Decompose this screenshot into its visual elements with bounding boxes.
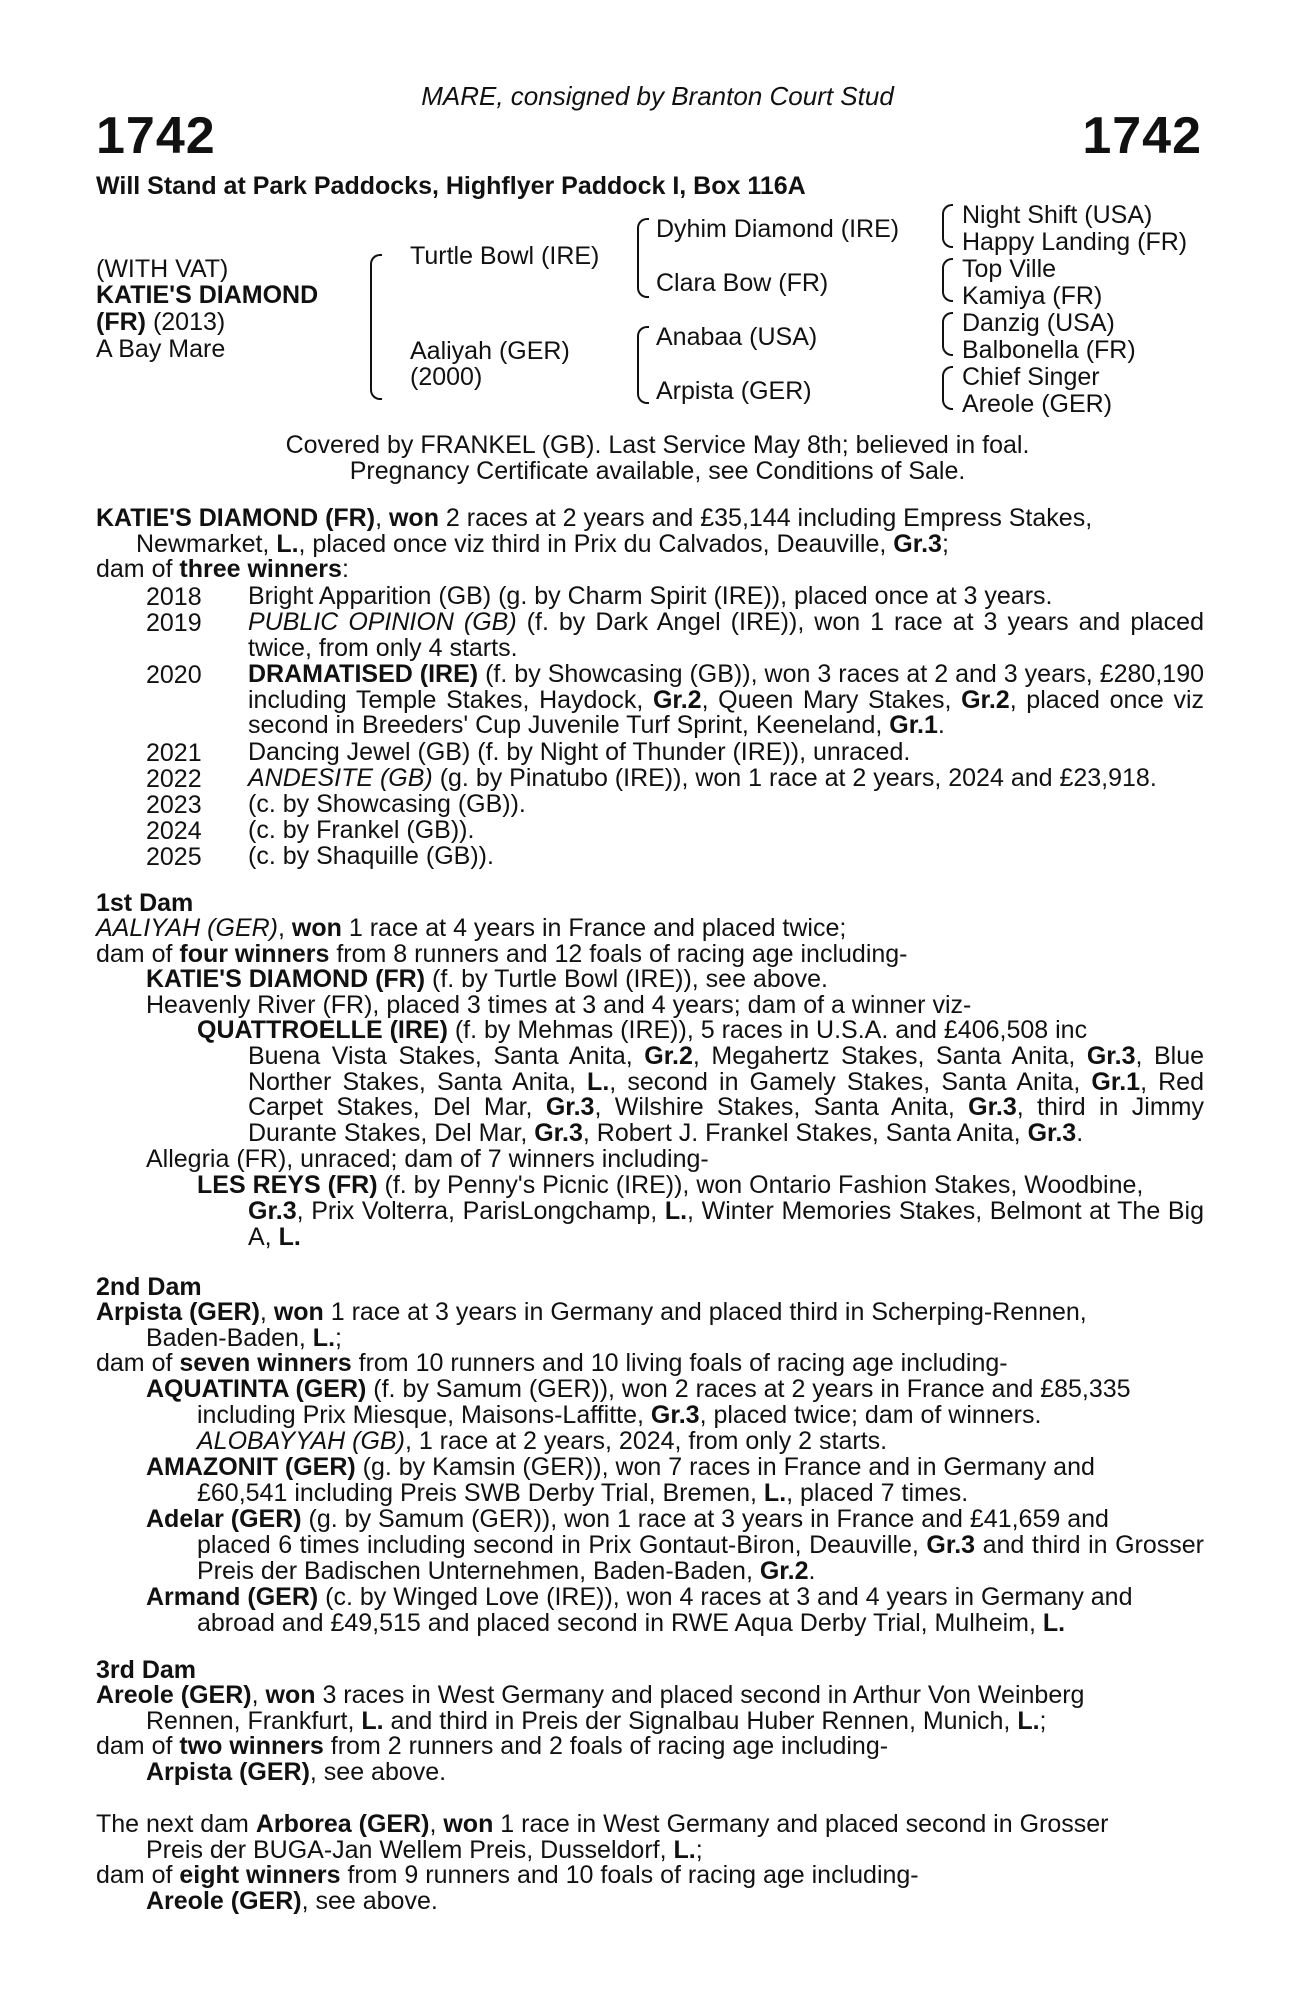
pedigree-dam: Aaliyah (GER): [410, 337, 570, 365]
pedigree-brace-ss: [942, 204, 953, 248]
horse-name: KATIE'S DIAMOND: [96, 281, 319, 309]
produce-year: 2023: [146, 791, 202, 819]
pedigree-brace-dd: [942, 366, 953, 410]
horse-summary: KATIE'S DIAMOND (FR), won 2 races at 2 years and £35,144 including Empress Stakes, Newmarket, L., placed once viz third in Prix du Calvados, Deauville, Gr.3; dam of three winners:: [96, 504, 1093, 584]
consignor-line: MARE, consigned by Branton Court Stud: [421, 81, 894, 111]
second-dam-progeny-2: AMAZONIT (GER) (g. by Kamsin (GER)), won 7 races in France and in Germany and: [146, 1453, 1095, 1481]
first-dam-grandprogeny-cont: Buena Vista Stakes, Santa Anita, Gr.2, Megahertz Stakes, Santa Anita, Gr.3, Blue Norther Stakes, Santa Anita, L., second in Gamely Stakes, Santa Anita, Gr.1, Red Carpet Stakes, Del Mar, Gr.3, Wilshire Stakes, Santa Anita, Gr.3, third in Jimmy Durante Stakes, Del Mar, Gr.3, Robert J. Frankel Stakes, Santa Anita, Gr.3.: [248, 1042, 1205, 1147]
second-dam-progeny-4-cont: abroad and £49,515 and placed second in RWE Aqua Derby Trial, Mulheim, L.: [197, 1609, 1066, 1637]
pedigree-sire-sire: Dyhim Diamond (IRE): [656, 215, 900, 243]
produce-year: 2024: [146, 817, 202, 845]
produce-year: 2025: [146, 843, 202, 871]
horse-description: A Bay Mare: [96, 335, 226, 363]
second-dam-progeny-1-cont: including Prix Miesque, Maisons-Laffitte, Gr.3, placed twice; dam of winners. ALOBAYYAH (GB), 1 race at 2 years, 2024, from only 2 starts.: [197, 1401, 1042, 1455]
produce-entry: (c. by Shaquille (GB)).: [248, 842, 494, 870]
pedigree-dss: Danzig (USA): [962, 309, 1115, 337]
pedigree-dam-year: (2000): [410, 363, 483, 391]
first-dam-grandprogeny: QUATTROELLE (IRE) (f. by Mehmas (IRE)), 5 races in U.S.A. and £406,508 inc: [197, 1016, 1088, 1044]
pedigree-brace-dam: [637, 326, 649, 404]
vat-note: (WITH VAT): [96, 255, 229, 283]
section-heading-2nd-dam: 2nd Dam: [96, 1273, 202, 1301]
produce-entry: (c. by Frankel (GB)).: [248, 816, 475, 844]
pedigree-sds: Top Ville: [962, 255, 1057, 283]
pedigree-dsd: Balbonella (FR): [962, 336, 1136, 364]
third-dam-progeny: Arpista (GER), see above.: [146, 1758, 447, 1786]
produce-year: 2020: [146, 661, 202, 689]
pedigree-dam-dam: Arpista (GER): [656, 377, 812, 405]
first-dam-grandprogeny-2: LES REYS (FR) (f. by Penny's Picnic (IRE)), won Ontario Fashion Stakes, Woodbine,: [197, 1171, 1144, 1199]
produce-year: 2021: [146, 739, 202, 767]
next-dam-progeny: Areole (GER), see above.: [146, 1887, 438, 1915]
third-dam-text: Areole (GER), won 3 races in West Germany and placed second in Arthur Von Weinberg Rennen, Frankfurt, L. and third in Preis der Signalbau Huber Rennen, Munich, L.; dam of two winners from 2 runners and 2 foals of racing age including-: [96, 1681, 1085, 1761]
second-dam-progeny-3-cont: placed 6 times including second in Prix Gontaut-Biron, Deauville, Gr.3 and third in Grosser Preis der Badischen Unternehmen, Baden-Baden, Gr.2.: [197, 1531, 1204, 1585]
pedigree-sss: Night Shift (USA): [962, 201, 1153, 229]
pedigree-brace-1: [370, 254, 382, 400]
lot-number-right: 1742: [1082, 107, 1202, 165]
produce-year: 2019: [146, 609, 202, 637]
produce-entry: ANDESITE (GB) (g. by Pinatubo (IRE)), won 1 race at 2 years, 2024 and £23,918.: [248, 764, 1157, 792]
next-dam-text: The next dam Arborea (GER), won 1 race in West Germany and placed second in Grosser Preis der BUGA-Jan Wellem Preis, Dusseldorf, L.; dam of eight winners from 9 runners and 10 foals of racing age including-: [96, 1810, 1109, 1890]
second-dam-progeny-1: AQUATINTA (GER) (f. by Samum (GER)), won 2 races at 2 years in France and £85,335: [146, 1375, 1131, 1403]
produce-year: 2018: [146, 583, 202, 611]
pedigree-sdd: Kamiya (FR): [962, 282, 1103, 310]
produce-entry: Dancing Jewel (GB) (f. by Night of Thunder (IRE)), unraced.: [248, 738, 911, 766]
horse-country-year: (FR) (2013): [96, 308, 226, 336]
first-dam-text: AALIYAH (GER), won 1 race at 4 years in France and placed twice; dam of four winners from 8 runners and 12 foals of racing age including-: [96, 914, 908, 968]
pedigree-sire-dam: Clara Bow (FR): [656, 269, 829, 297]
pedigree-dam-sire: Anabaa (USA): [656, 323, 818, 351]
pedigree-brace-sire: [637, 218, 649, 298]
second-dam-progeny-3: Adelar (GER) (g. by Samum (GER)), won 1 race at 3 years in France and £41,659 and: [146, 1505, 1109, 1533]
produce-entry: PUBLIC OPINION (GB) (f. by Dark Angel (IRE)), won 1 race at 3 years and placed twice, from only 4 starts.: [248, 608, 1204, 662]
location-line: Will Stand at Park Paddocks, Highflyer Paddock I, Box 116A: [96, 172, 806, 200]
produce-entry: DRAMATISED (IRE) (f. by Showcasing (GB)), won 3 races at 2 and 3 years, £280,190 including Temple Stakes, Haydock, Gr.2, Queen Mary Stakes, Gr.2, placed once viz second in Breeders' Cup Juvenile Turf Sprint, Keeneland, Gr.1.: [248, 660, 1204, 740]
first-dam-progeny-2: Allegria (FR), unraced; dam of 7 winners including-: [146, 1145, 709, 1173]
produce-entry: Bright Apparition (GB) (g. by Charm Spirit (IRE)), placed once at 3 years.: [248, 582, 1053, 610]
pedigree-brace-sd: [942, 258, 953, 302]
pedigree-sire: Turtle Bowl (IRE): [410, 242, 600, 270]
pedigree-dds: Chief Singer: [962, 363, 1100, 391]
first-dam-grandprogeny-2-cont: Gr.3, Prix Volterra, ParisLongchamp, L., Winter Memories Stakes, Belmont at The Big A, L.: [248, 1197, 1204, 1251]
second-dam-progeny-4: Armand (GER) (c. by Winged Love (IRE)), won 4 races at 3 and 4 years in Germany and: [146, 1583, 1133, 1611]
second-dam-progeny-2-cont: £60,541 including Preis SWB Derby Trial, Bremen, L., placed 7 times.: [197, 1479, 969, 1507]
lot-number-left: 1742: [96, 107, 216, 165]
produce-entry: (c. by Showcasing (GB)).: [248, 790, 526, 818]
pedigree-ddd: Areole (GER): [962, 390, 1113, 418]
first-dam-progeny: KATIE'S DIAMOND (FR) (f. by Turtle Bowl (IRE)), see above. Heavenly River (FR), placed 3 times at 3 and 4 years; dam of a winner viz-: [146, 965, 972, 1019]
section-heading-1st-dam: 1st Dam: [96, 889, 194, 917]
pregnancy-notice: Pregnancy Certificate available, see Conditions of Sale.: [349, 457, 966, 485]
section-heading-3rd-dam: 3rd Dam: [96, 1656, 197, 1684]
covering-notice: Covered by FRANKEL (GB). Last Service May 8th; believed in foal.: [285, 431, 1030, 459]
pedigree-brace-ds: [942, 312, 953, 356]
pedigree-ssd: Happy Landing (FR): [962, 228, 1188, 256]
produce-year: 2022: [146, 765, 202, 793]
second-dam-text: Arpista (GER), won 1 race at 3 years in Germany and placed third in Scherping-Rennen, Baden-Baden, L.; dam of seven winners from 10 runners and 10 living foals of racing age including-: [96, 1298, 1087, 1378]
